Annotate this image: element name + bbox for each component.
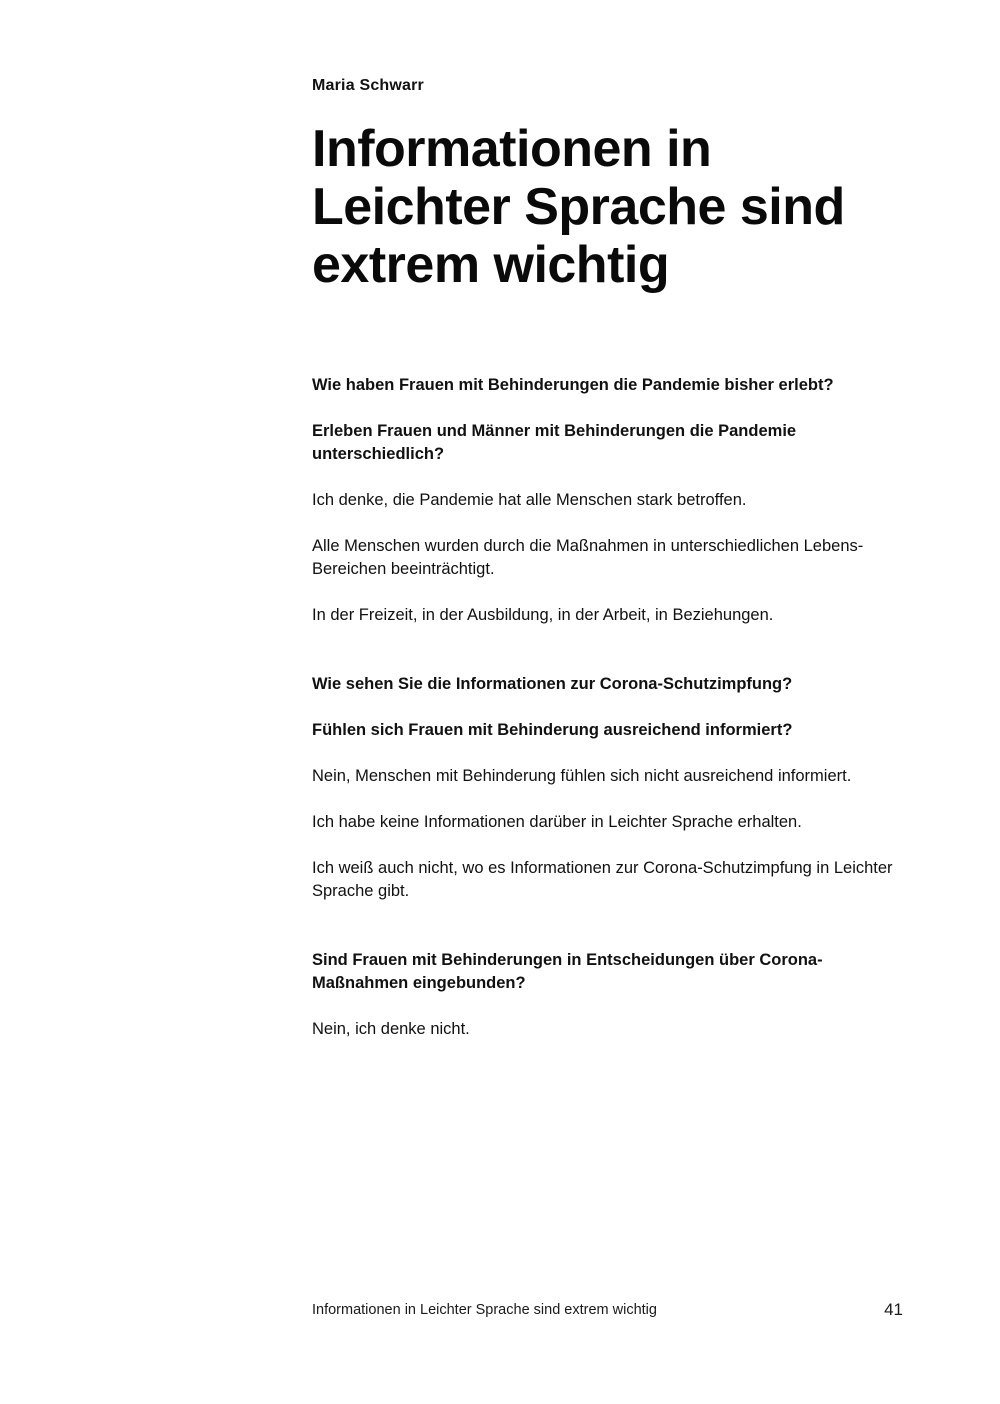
interview-question: Fühlen sich Frauen mit Behinderung ausreichend informiert?	[312, 721, 793, 739]
title-line: Informationen in	[312, 120, 712, 178]
interview-question: Wie sehen Sie die Informationen zur Corona-Schutzimpfung?	[312, 675, 793, 693]
page-number: 41	[884, 1300, 903, 1319]
interview-answer: Ich denke, die Pandemie hat alle Menschen stark betroffen.	[312, 491, 747, 509]
article-body	[312, 374, 912, 1064]
author-name: Maria Schwarr	[312, 77, 424, 94]
interview-answer: Alle Menschen wurden durch die Maßnahmen in unterschiedlichen Lebens-Bereichen beeinträchtigt.	[312, 537, 864, 578]
interview-question: Wie haben Frauen mit Behinderungen die Pandemie bisher erlebt?	[312, 376, 834, 394]
interview-answer: Nein, Menschen mit Behinderung fühlen sich nicht ausreichend informiert.	[312, 767, 852, 785]
article-title	[312, 120, 912, 294]
interview-answer: In der Freizeit, in der Ausbildung, in der Arbeit, in Beziehungen.	[312, 606, 774, 624]
title-line: Leichter Sprache sind	[312, 178, 845, 236]
interview-answer: Ich habe keine Informationen darüber in Leichter Sprache erhalten.	[312, 813, 802, 831]
interview-question: Sind Frauen mit Behinderungen in Entscheidungen über Corona-Maßnahmen eingebunden?	[312, 951, 823, 992]
interview-answer: Nein, ich denke nicht.	[312, 1020, 470, 1038]
running-footer-title: Informationen in Leichter Sprache sind extrem wichtig	[312, 1302, 657, 1318]
interview-question: Erleben Frauen und Männer mit Behinderungen die Pandemie unterschiedlich?	[312, 422, 797, 463]
title-line: extrem wichtig	[312, 236, 670, 294]
interview-answer: Ich weiß auch nicht, wo es Informationen zur Corona-Schutzimpfung in Leichter Sprache gibt.	[312, 859, 893, 900]
